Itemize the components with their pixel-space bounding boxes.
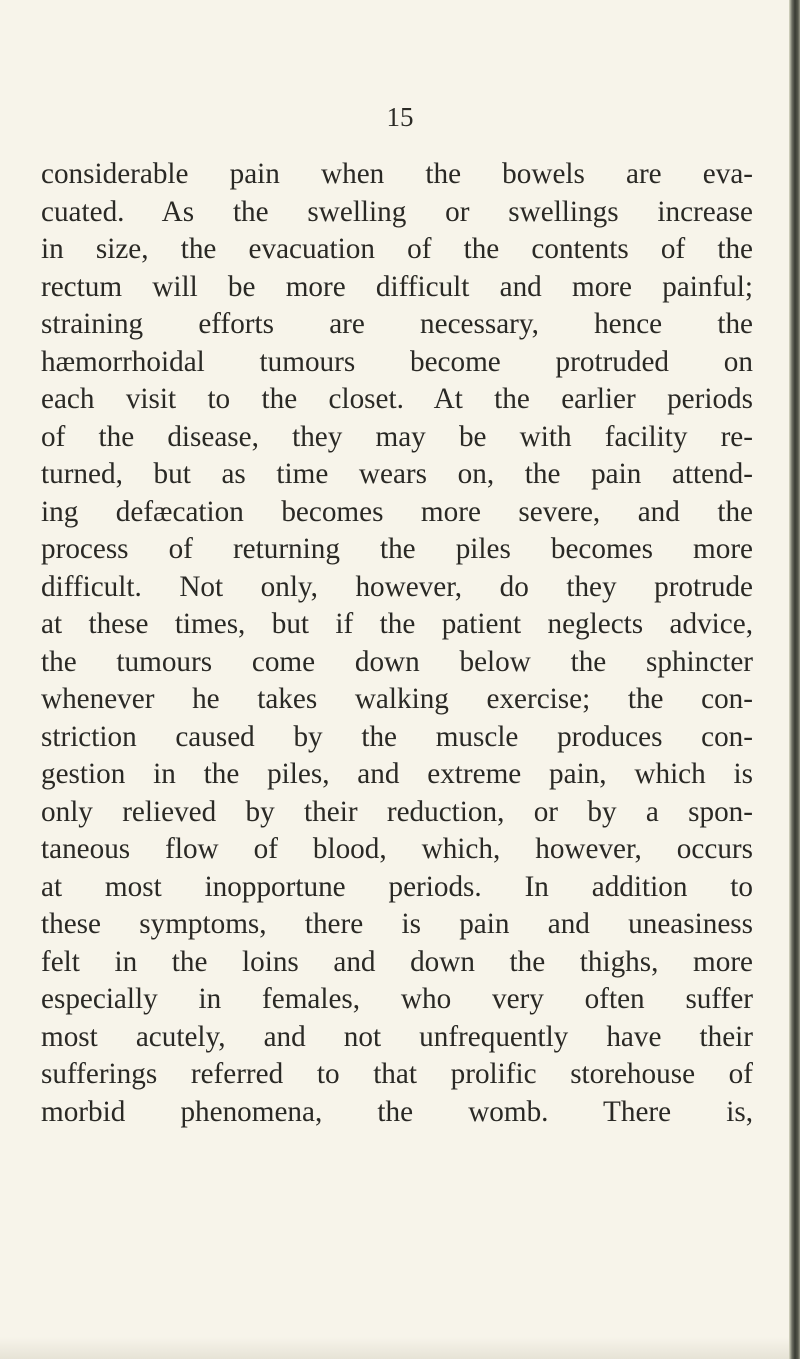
body-text [41,156,753,1131]
text-line: straining efforts are necessary, hence the [41,308,753,340]
text-line: gestion in the piles, and extreme pain, which is [41,758,753,790]
text-line: felt in the loins and down the thighs, more [41,945,753,978]
text-line: the tumours come down below the sphincter [41,645,753,678]
text-line: at these times, but if the patient neglects advice, [41,608,753,640]
text-line: whenever he takes walking exercise; the con- [41,683,753,715]
text-line: rectum will be more difficult and more painful; [41,270,753,303]
text-line: each visit to the closet. At the earlier periods [41,383,753,415]
text-line: process of returning the piles becomes more [41,533,753,565]
page-bottom-shadow [0,1337,800,1359]
text-line: of the disease, they may be with facility re- [41,420,753,453]
text-line: taneous flow of blood, which, however, occurs [41,833,753,865]
text-line: difficult. Not only, however, do they protrude [41,570,753,603]
text-line: especially in females, who very often suffer [41,983,753,1015]
text-line: ing defæcation becomes more severe, and the [41,495,753,528]
text-line: these symptoms, there is pain and uneasiness [41,908,753,940]
text-line: cuated. As the swelling or swellings increase [41,195,753,228]
text-line: in size, the evacuation of the contents of the [41,233,753,265]
text-line: only relieved by their reduction, or by a spon- [41,795,753,828]
text-line: striction caused by the muscle produces con- [41,720,753,753]
text-line: hæmorrhoidal tumours become protruded on [41,345,753,378]
text-line: considerable pain when the bowels are eva- [41,158,753,190]
text-line: most acutely, and not unfrequently have their [41,1020,753,1053]
page-binding-edge [789,0,800,1359]
text-line: sufferings referred to that prolific storehouse of [41,1058,753,1090]
page-number: 15 [386,102,414,132]
text-line: morbid phenomena, the womb. There is, [41,1095,753,1128]
text-line: turned, but as time wears on, the pain attend- [41,458,753,490]
text-line: at most inopportune periods. In addition to [41,870,753,903]
